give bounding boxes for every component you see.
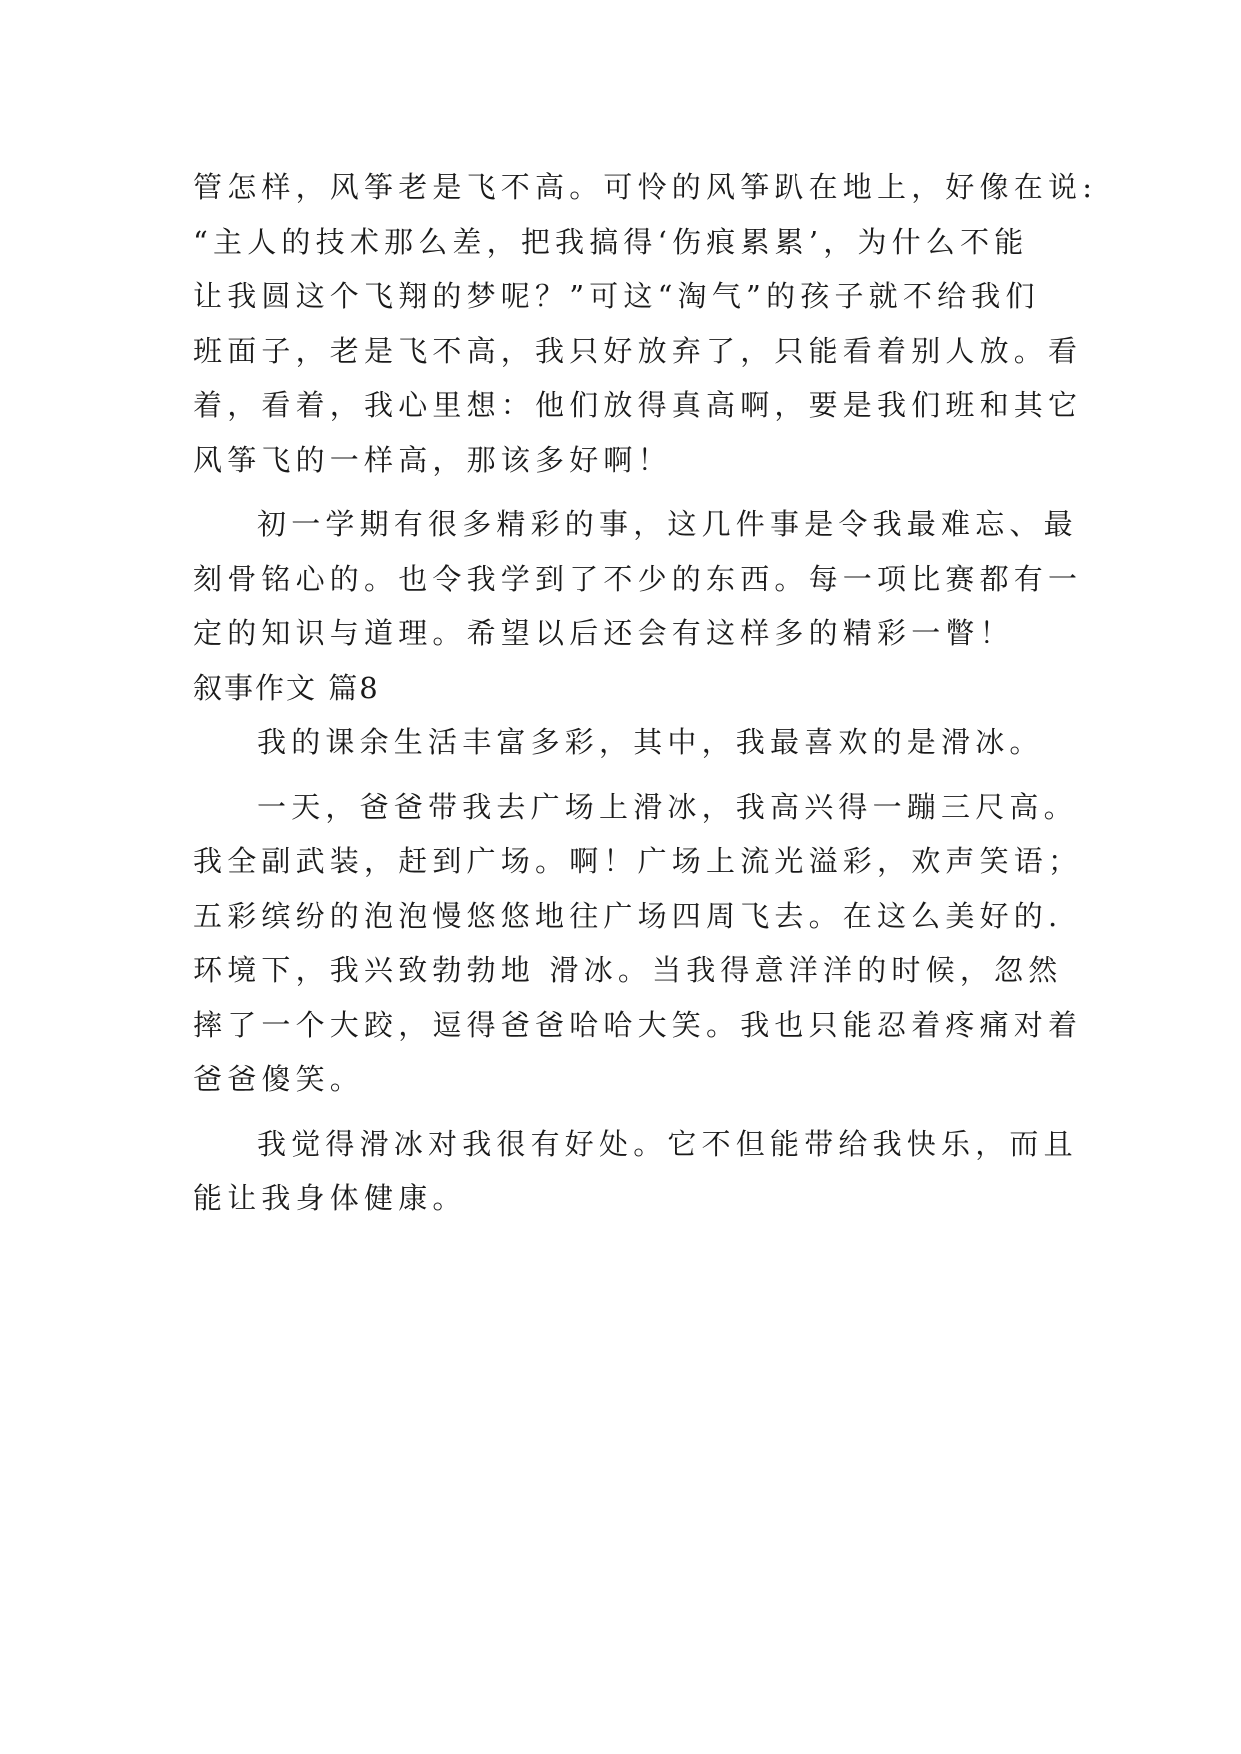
text-line: 风筝飞的一样高，那该多好啊！ <box>193 442 672 477</box>
paragraph-kite <box>193 160 1098 487</box>
text-line: 爸爸傻笑。 <box>193 1062 365 1096</box>
text-line: 班面子，老是飞不高，我只好放弃了，只能看着别人放。看 <box>193 333 1083 368</box>
text-line: 初一学期有很多精彩的事，这几件事是令我最难忘、最 <box>257 507 1078 541</box>
paragraph-gap <box>193 1107 1093 1117</box>
text-line: “主人的技术那么差，把我搞得‘伤痕累累’，为什么不能 <box>193 224 1029 259</box>
text-line: 管怎样，风筝老是飞不高。可怜的风筝趴在地上，好像在说: <box>193 170 1098 204</box>
text-line: 我觉得滑冰对我很有好处。它不但能带给我快乐，而且 <box>257 1126 1078 1161</box>
text-line: 定的知识与道理。希望以后还会有这样多的精彩一瞥！ <box>193 616 1014 650</box>
text-line: 我的课余生活丰富多彩，其中，我最喜欢的是滑冰。 <box>257 725 1044 759</box>
section-heading: 叙事作文 篇8 <box>193 670 380 705</box>
paragraph-conclusion <box>193 1117 1093 1226</box>
text-line: 环境下，我兴致勃勃地 滑冰。当我得意洋洋的时候，忽然 <box>193 953 1063 987</box>
text-line: 一天，爸爸带我去广场上滑冰，我高兴得一蹦三尺高。 <box>257 789 1078 824</box>
paragraph-gap <box>193 770 1093 780</box>
paragraph-gap <box>193 487 1093 497</box>
paragraph-semester <box>193 497 1093 661</box>
text-line: 刻骨铭心的。也令我学到了不少的东西。每一项比赛都有一 <box>193 561 1083 596</box>
text-line: 五彩缤纷的泡泡慢悠悠地往广场四周飞去。在这么美好的. <box>193 898 1063 933</box>
document-body <box>193 160 1098 1226</box>
paragraph-skating-story <box>193 780 1093 1107</box>
text-line: 着，看着，我心里想：他们放得真高啊，要是我们班和其它 <box>193 388 1083 422</box>
text-line: 摔了一个大跤，逗得爸爸哈哈大笑。我也只能忍着疼痛对着 <box>193 1007 1083 1042</box>
text-line: 能让我身体健康。 <box>193 1181 467 1215</box>
paragraph-intro <box>193 715 1093 770</box>
text-line: 我全副武装，赶到广场。啊！广场上流光溢彩，欢声笑语； <box>193 844 1083 878</box>
text-line: 让我圆这个飞翔的梦呢？”可这“淘气”的孩子就不给我们 <box>193 279 1040 313</box>
